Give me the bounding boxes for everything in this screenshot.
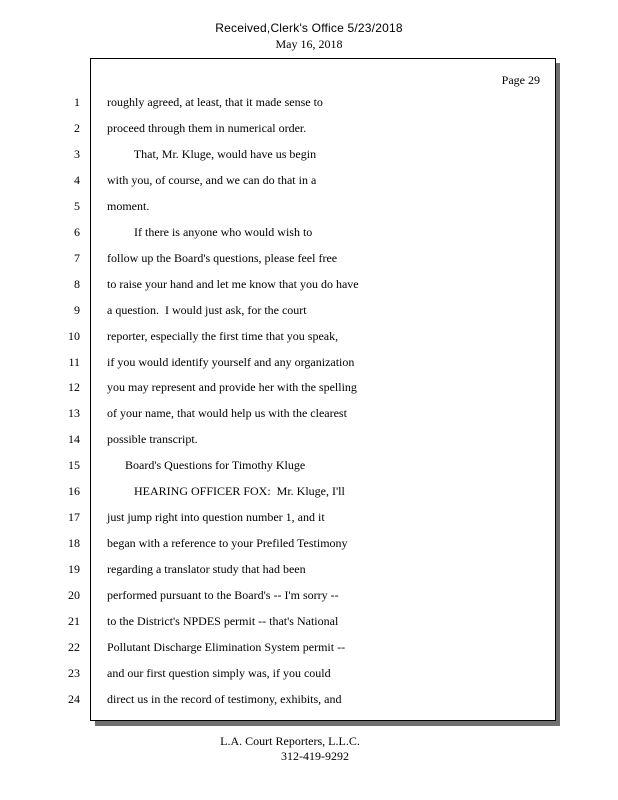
received-stamp: Received,Clerk's Office 5/23/2018 <box>215 21 403 35</box>
line-number: 6 <box>74 225 80 239</box>
line-number: 14 <box>68 432 80 446</box>
line-text: roughly agreed, at least, that it made sense to <box>107 95 323 109</box>
line-text: HEARING OFFICER FOX: Mr. Kluge, I'll <box>107 484 345 498</box>
header-date: May 16, 2018 <box>275 37 343 51</box>
line-text: reporter, especially the first time that you speak, <box>107 329 339 343</box>
line-number: 17 <box>68 510 80 524</box>
line-number: 11 <box>68 355 80 369</box>
line-number: 20 <box>68 588 80 602</box>
footer-company: L.A. Court Reporters, L.L.C. <box>220 734 360 748</box>
line-text: to raise your hand and let me know that you do have <box>107 277 359 291</box>
line-text: possible transcript. <box>107 432 198 446</box>
line-number: 23 <box>68 666 80 680</box>
line-number: 5 <box>74 199 80 213</box>
line-number: 18 <box>68 536 80 550</box>
line-text: direct us in the record of testimony, exhibits, and <box>107 692 342 706</box>
line-number: 8 <box>74 277 80 291</box>
line-text: with you, of course, and we can do that in a <box>107 173 317 187</box>
line-text: regarding a translator study that had been <box>107 562 306 576</box>
line-number: 10 <box>68 329 80 343</box>
line-text: and our first question simply was, if you could <box>107 666 331 680</box>
line-number: 13 <box>68 406 80 420</box>
line-text: Board's Questions for Timothy Kluge <box>107 458 306 472</box>
line-text: a question. I would just ask, for the court <box>107 303 307 317</box>
page-number: Page 29 <box>501 73 540 87</box>
line-number: 9 <box>74 303 80 317</box>
line-number: 15 <box>68 458 80 472</box>
line-text: moment. <box>107 199 150 213</box>
line-text: of your name, that would help us with the clearest <box>107 406 347 420</box>
line-text: proceed through them in numerical order. <box>107 121 307 135</box>
line-text: follow up the Board's questions, please feel free <box>107 251 338 265</box>
line-text: That, Mr. Kluge, would have us begin <box>107 147 317 161</box>
line-number: 19 <box>68 562 80 576</box>
line-text: if you would identify yourself and any organization <box>107 355 355 369</box>
line-number: 21 <box>68 614 80 628</box>
line-number: 22 <box>68 640 80 654</box>
line-number: 24 <box>68 692 80 706</box>
line-number: 2 <box>74 121 80 135</box>
line-text: began with a reference to your Prefiled Testimony <box>107 536 348 550</box>
line-text: performed pursuant to the Board's -- I'm sorry -- <box>107 588 339 602</box>
line-number: 3 <box>74 147 80 161</box>
line-text: If there is anyone who would wish to <box>107 225 313 239</box>
line-number: 1 <box>74 95 80 109</box>
line-number: 12 <box>68 380 80 394</box>
line-number: 7 <box>74 251 80 265</box>
footer-phone: 312-419-9292 <box>281 749 349 763</box>
line-text: just jump right into question number 1, and it <box>107 510 325 524</box>
line-text: Pollutant Discharge Elimination System permit -- <box>107 640 346 654</box>
line-number: 16 <box>68 484 80 498</box>
line-number: 4 <box>74 173 80 187</box>
line-text: you may represent and provide her with the spelling <box>107 380 357 394</box>
line-text: to the District's NPDES permit -- that's National <box>107 614 339 628</box>
